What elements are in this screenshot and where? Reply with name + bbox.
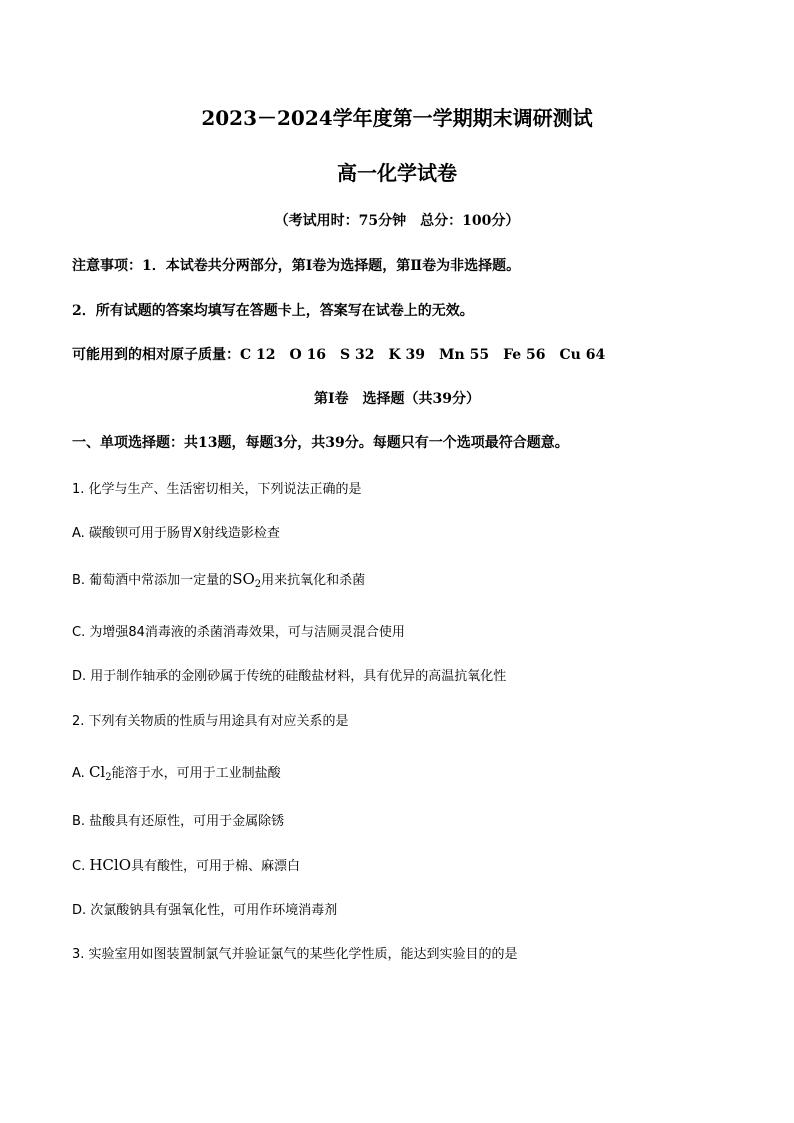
- so2-formula: $SO_2$: [232, 570, 262, 590]
- option-c-text: 具有酸性，可用于棉、麻漂白: [131, 859, 301, 874]
- question-2-option-d: D. 次氯酸钠具有强氧化性，可用作环境消毒剂: [72, 903, 338, 918]
- notes-line-2: 2．所有试题的答案均填写在答题卡上，答案写在试卷上的无效。: [72, 303, 474, 319]
- atomic-mass-line: 可能用到的相对原子质量：C 12 O 16 S 32 K 39 Mn 55 Fe 56 Cu 64: [72, 347, 606, 363]
- question-1-stem: 1. 化学与生产、生活密切相关，下列说法正确的是: [72, 482, 362, 497]
- notes-line-1: 注意事项：1．本试卷共分两部分，第Ⅰ卷为选择题，第Ⅱ卷为非选择题。: [72, 258, 521, 274]
- section-instruction: 一、单项选择题：共13题，每题3分，共39分。每题只有一个选项最符合题意。: [72, 435, 569, 451]
- question-2-option-a: [72, 763, 281, 783]
- question-1-option-a: A. 碳酸钡可用于肠胃X射线造影检查: [72, 526, 280, 541]
- question-2-option-c: [72, 858, 300, 873]
- question-2-stem: 2. 下列有关物质的性质与用途具有对应关系的是: [72, 714, 349, 729]
- option-b-text: B. 葡萄酒中常添加一定量的: [72, 573, 233, 588]
- exam-time-score: （考试用时：75分钟 总分：100分）: [274, 213, 520, 229]
- option-b-text-tail: 用来抗氧化和杀菌: [261, 573, 366, 588]
- option-c-prefix: C.: [72, 859, 90, 874]
- exam-title: 2023－2024学年度第一学期期末调研测试: [201, 106, 593, 130]
- part-title: 第Ⅰ卷 选择题（共39分）: [313, 391, 481, 407]
- option-a-prefix: A.: [72, 766, 89, 781]
- question-3-stem: 3. 实验室用如图装置制氯气并验证氯气的某些化学性质，能达到实验目的的是: [72, 947, 518, 962]
- option-a-text: 能溶于水，可用于工业制盐酸: [111, 766, 281, 781]
- question-2-option-b: B. 盐酸具有还原性，可用于金属除锈: [72, 814, 285, 829]
- hclo-formula: HClO: [89, 856, 131, 874]
- question-1-option-c: C. 为增强84消毒液的杀菌消毒效果，可与洁厕灵混合使用: [72, 625, 405, 640]
- cl2-formula: $Cl_2$: [88, 763, 112, 783]
- question-1-option-b: [72, 570, 366, 590]
- question-1-option-d: D. 用于制作轴承的金刚砂属于传统的硅酸盐材料，具有优异的高温抗氧化性: [72, 669, 507, 684]
- exam-subtitle: 高一化学试卷: [337, 161, 457, 185]
